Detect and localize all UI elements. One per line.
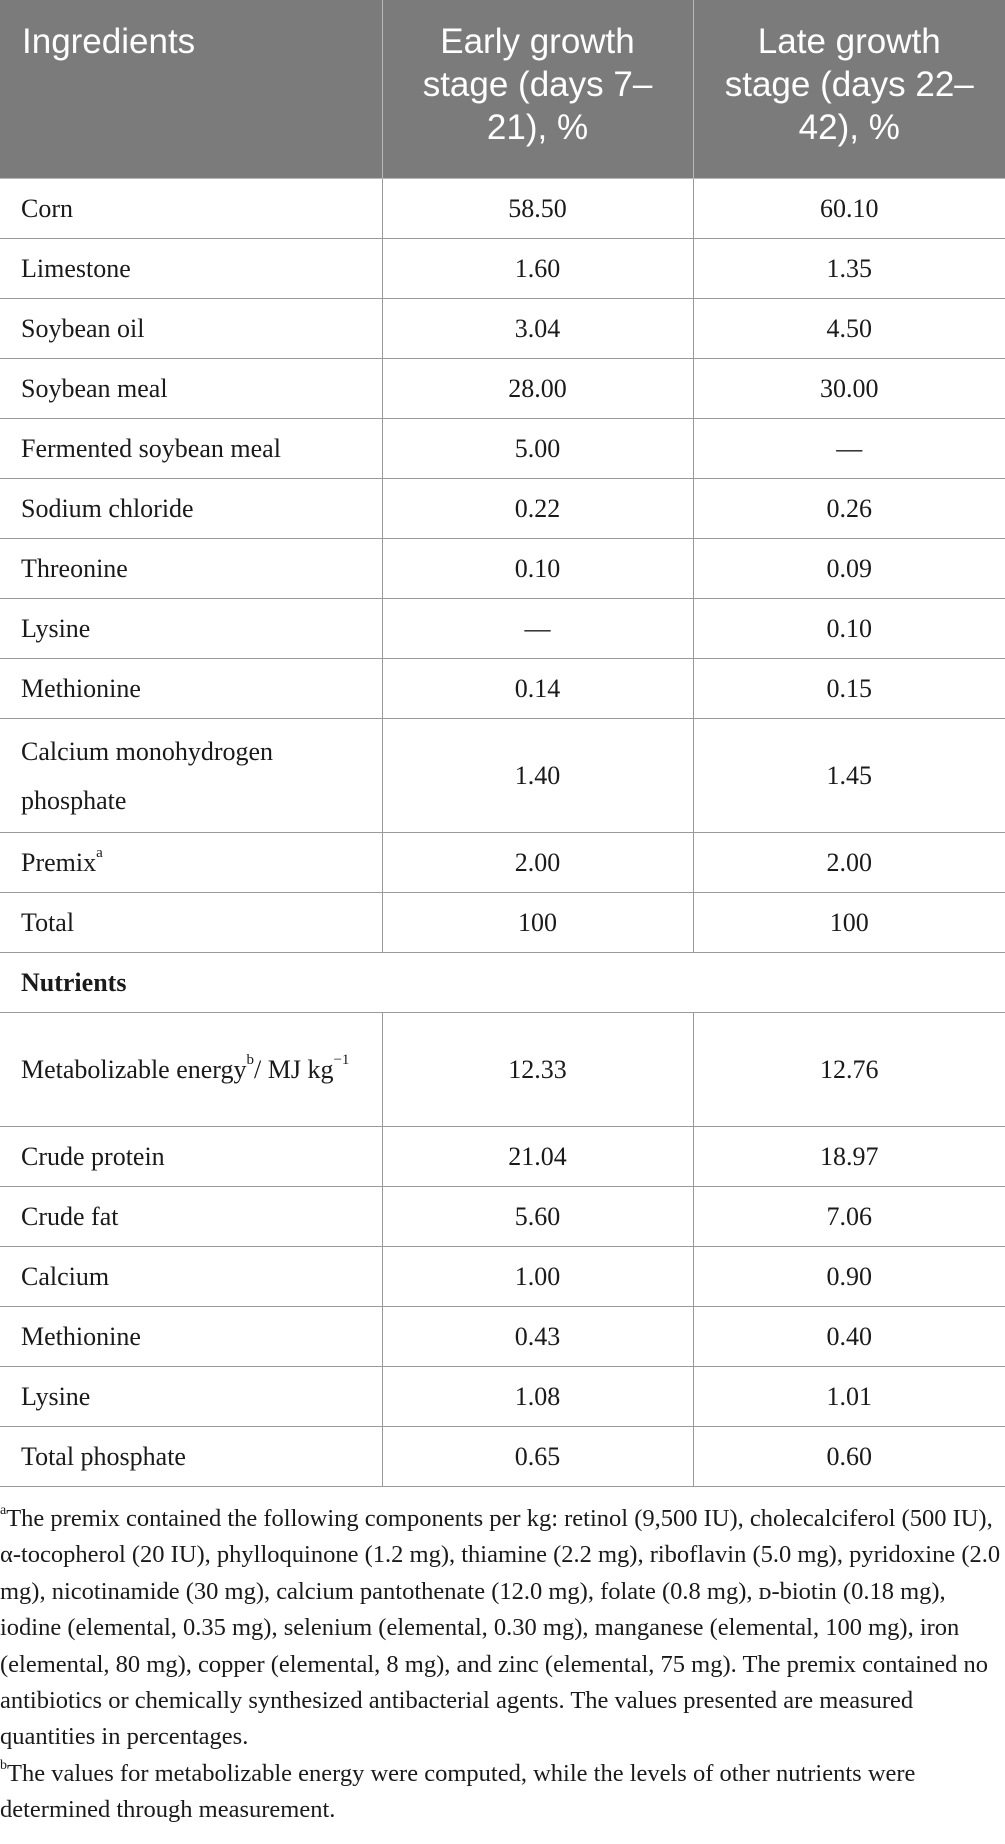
late-value: 7.06 [693, 1187, 1005, 1247]
late-value: 2.00 [693, 833, 1005, 893]
early-value: 28.00 [382, 359, 693, 419]
table-row [0, 479, 1005, 539]
table-row [0, 1187, 1005, 1247]
footnote-a [0, 1501, 1005, 1756]
nutrient-name-cell [0, 1013, 382, 1127]
early-value: 5.60 [382, 1187, 693, 1247]
early-value: 0.10 [382, 539, 693, 599]
early-value: 58.50 [382, 179, 693, 239]
late-value: 0.10 [693, 599, 1005, 659]
late-value: 100 [693, 893, 1005, 953]
late-value: 1.45 [693, 719, 1005, 833]
table-row [0, 419, 1005, 479]
ingredient-name-cell [0, 833, 382, 893]
late-value: 0.26 [693, 479, 1005, 539]
ingredient-name: Total [0, 893, 382, 953]
early-value: 1.40 [382, 719, 693, 833]
nutrient-name: Metabolizable energy [21, 1055, 247, 1084]
footnote-marker: b [0, 1757, 7, 1773]
table-row [0, 299, 1005, 359]
ingredient-name: Threonine [0, 539, 382, 599]
early-value: 3.04 [382, 299, 693, 359]
early-value: 21.04 [382, 1127, 693, 1187]
early-value: 1.08 [382, 1367, 693, 1427]
ingredient-name: Soybean meal [0, 359, 382, 419]
footnote-marker: b [246, 1052, 254, 1069]
late-value: 1.35 [693, 239, 1005, 299]
ingredient-name: Calcium monohydrogen phosphate [0, 719, 382, 833]
footnote-b [0, 1756, 1005, 1829]
section-row [0, 953, 1005, 1013]
header-late-growth: Late growth stage (days 22–42), % [693, 0, 1005, 179]
early-value: 0.43 [382, 1307, 693, 1367]
table-row [0, 1367, 1005, 1427]
late-value: 1.01 [693, 1367, 1005, 1427]
early-value: 100 [382, 893, 693, 953]
table-row [0, 539, 1005, 599]
nutrients-heading: Nutrients [0, 953, 1005, 1013]
late-value: 12.76 [693, 1013, 1005, 1127]
table-row [0, 893, 1005, 953]
table-row [0, 239, 1005, 299]
table-row [0, 1013, 1005, 1127]
early-value: 12.33 [382, 1013, 693, 1127]
table-row [0, 359, 1005, 419]
ingredient-name: Limestone [0, 239, 382, 299]
table-footnotes [0, 1487, 1005, 1829]
table-row [0, 599, 1005, 659]
early-value: 1.00 [382, 1247, 693, 1307]
unit-exponent: −1 [333, 1052, 350, 1069]
nutrient-name: Crude protein [0, 1127, 382, 1187]
table-row [0, 1307, 1005, 1367]
late-value: 0.40 [693, 1307, 1005, 1367]
footnote-text: The premix contained the following components per kg: retinol (9,500 IU), cholecalciferol (500 IU), α-tocopherol (20 IU), phylloquinone (1.2 mg), thiamine (2.2 mg), riboflavin (5.0 mg), pyridoxine (2.0 mg), nicotinamide (30 mg), calcium pantothenate (12.0 mg), folate (0.8 mg), ᴅ-biotin (0.18 mg), iodine (elemental, 0.35 mg), selenium (elemental, 0.30 mg), manganese (elemental, 100 mg), iron (elemental, 80 mg), copper (elemental, 8 mg), and zinc (elemental, 75 mg). The premix contained no antibiotics or chemically synthesized antibacterial agents. The values presented are measured quantities in percentages. [0, 1505, 1001, 1751]
early-value: 0.22 [382, 479, 693, 539]
footnote-marker: a [0, 1502, 7, 1518]
table-row [0, 1427, 1005, 1487]
late-value: 0.15 [693, 659, 1005, 719]
early-value: — [382, 599, 693, 659]
table-row [0, 833, 1005, 893]
early-value: 2.00 [382, 833, 693, 893]
footnote-text: The values for metabolizable energy were computed, while the levels of other nutrients were determined through measurement. [0, 1759, 916, 1824]
late-value: 4.50 [693, 299, 1005, 359]
ingredient-name: Lysine [0, 599, 382, 659]
header-early-growth: Early growth stage (days 7–21), % [382, 0, 693, 179]
early-value: 0.14 [382, 659, 693, 719]
table-row [0, 659, 1005, 719]
ingredient-name: Methionine [0, 659, 382, 719]
nutrient-name: Calcium [0, 1247, 382, 1307]
nutrient-name: Lysine [0, 1367, 382, 1427]
nutrient-name: Methionine [0, 1307, 382, 1367]
table-row [0, 179, 1005, 239]
late-value: 0.09 [693, 539, 1005, 599]
nutrient-name: Crude fat [0, 1187, 382, 1247]
table-header [0, 0, 1005, 179]
table-row [0, 719, 1005, 833]
nutrient-unit: / MJ kg [253, 1055, 334, 1084]
late-value: 18.97 [693, 1127, 1005, 1187]
late-value: 30.00 [693, 359, 1005, 419]
nutrient-name: Total phosphate [0, 1427, 382, 1487]
early-value: 1.60 [382, 239, 693, 299]
late-value: 60.10 [693, 179, 1005, 239]
early-value: 0.65 [382, 1427, 693, 1487]
table-row [0, 1127, 1005, 1187]
footnote-marker: a [96, 845, 103, 862]
ingredient-name: Premix [21, 848, 97, 877]
header-ingredients: Ingredients [0, 0, 382, 179]
late-value: 0.60 [693, 1427, 1005, 1487]
late-value: — [693, 419, 1005, 479]
ingredient-name: Fermented soybean meal [0, 419, 382, 479]
table-body [0, 179, 1005, 1487]
early-value: 5.00 [382, 419, 693, 479]
ingredient-name: Corn [0, 179, 382, 239]
late-value: 0.90 [693, 1247, 1005, 1307]
ingredient-name: Sodium chloride [0, 479, 382, 539]
ingredient-name: Soybean oil [0, 299, 382, 359]
header-row [0, 0, 1005, 179]
table-row [0, 1247, 1005, 1307]
